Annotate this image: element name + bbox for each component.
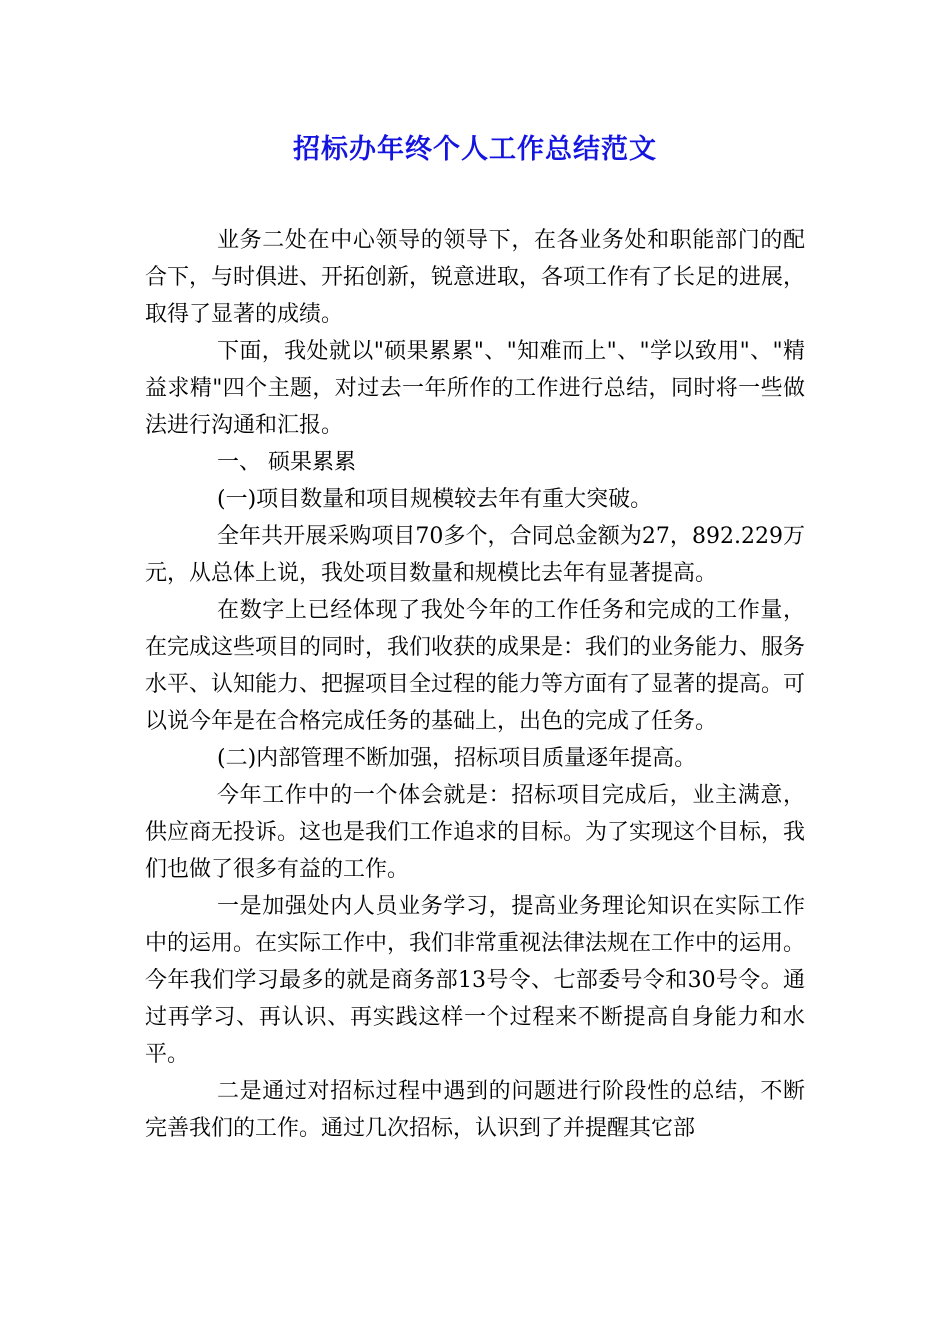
paragraph: 下面，我处就以"硕果累累"、"知难而上"、"学以致用"、"精益求精"四个主题，对过去一年所作的工作进行总结，同时将一些做法进行沟通和汇报。 bbox=[145, 339, 805, 438]
paragraph: 一是加强处内人员业务学习，提高业务理论知识在实际工作中的运用。在实际工作中，我们非常重视法律法规在工作中的运用。今年我们学习最多的就是商务部13号令、七部委号令和30号令。通过再学习、再认识、再实践这样一个过程来不断提高自身能力和水平。 bbox=[145, 894, 806, 1067]
paragraph: 今年工作中的一个体会就是：招标项目完成后，业主满意，供应商无投诉。这也是我们工作追求的目标。为了实现这个目标，我们也做了很多有益的工作。 bbox=[145, 783, 806, 882]
subsection-heading: (一)项目数量和项目规模较去年有重大突破。 bbox=[217, 487, 653, 512]
paragraph: 在数字上已经体现了我处今年的工作任务和完成的工作量，在完成这些项目的同时，我们收获的成果是：我们的业务能力、服务水平、认知能力、把握项目全过程的能力等方面有了显著的提高。可以说今年是在合格完成任务的基础上，出色的完成了任务。 bbox=[145, 598, 806, 734]
section-heading: 一、 硕果累累 bbox=[217, 450, 356, 475]
paragraph: 二是通过对招标过程中遇到的问题进行阶段性的总结，不断完善我们的工作。通过几次招标，认识到了并提醒其它部 bbox=[145, 1079, 805, 1141]
subsection-heading: (二)内部管理不断加强，招标项目质量逐年提高。 bbox=[217, 746, 697, 771]
paragraph: 全年共开展采购项目70多个，合同总金额为27，892.229万元，从总体上说，我处项目数量和规模比去年有显著提高。 bbox=[145, 524, 805, 586]
paragraph: 业务二处在中心领导的领导下，在各业务处和职能部门的配合下，与时俱进、开拓创新，锐意进取，各项工作有了长足的进展，取得了显著的成绩。 bbox=[145, 228, 806, 327]
document-title: 招标办年终个人工作总结范文 bbox=[293, 134, 657, 165]
document-body bbox=[145, 222, 805, 1147]
